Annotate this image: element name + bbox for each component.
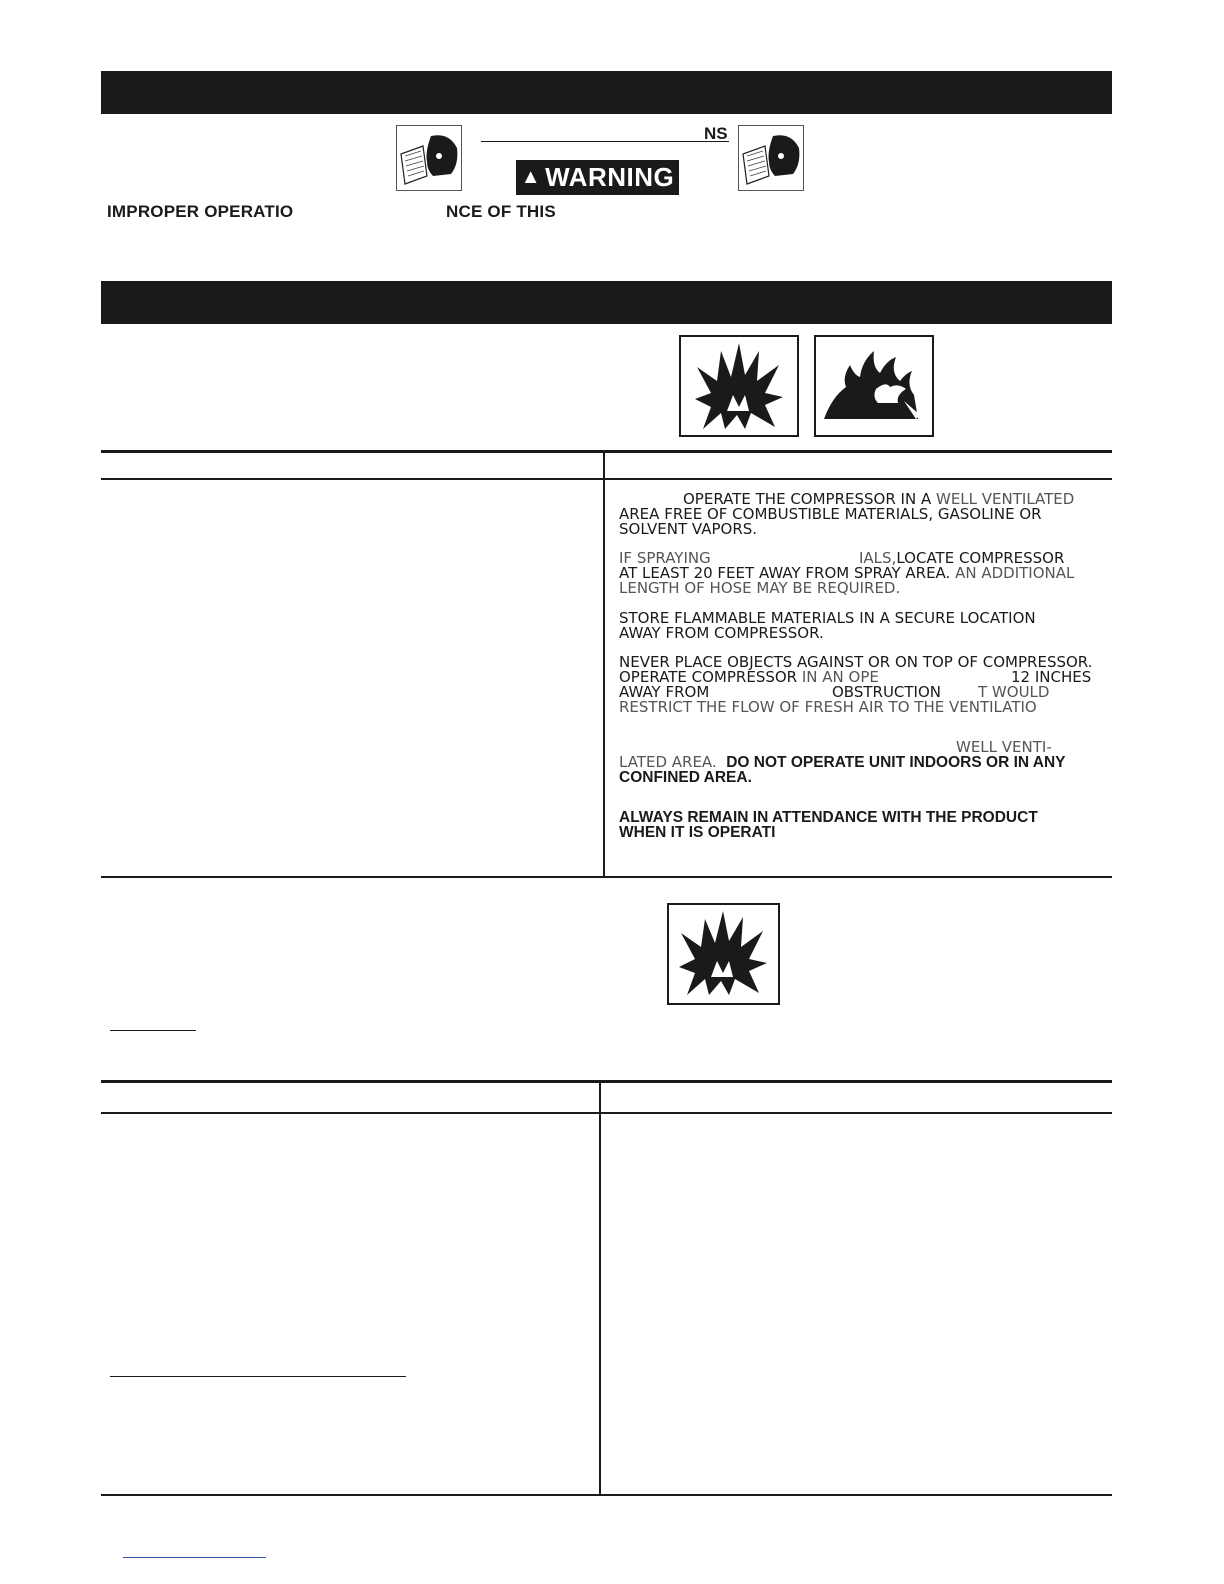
hazard-text-line: IALS,LOCATE COMPRESSOR bbox=[859, 549, 1065, 567]
hazard-text-line: LENGTH OF HOSE MAY BE REQUIRED. bbox=[619, 579, 901, 597]
table-column-divider bbox=[599, 1082, 601, 1496]
explosion-icon bbox=[679, 335, 799, 437]
hazard-text-line: SOLVENT VAPORS. bbox=[619, 520, 758, 538]
hazard-text-line: OBSTRUCTION bbox=[832, 683, 942, 701]
hazard-text-line: LATED AREA. DO NOT OPERATE UNIT INDOORS OR IN ANY bbox=[619, 753, 1066, 771]
hazard-text-line: AWAY FROM bbox=[619, 683, 710, 701]
hazard-text-line: AT LEAST 20 FEET AWAY FROM SPRAY AREA. AN ADDITIONAL bbox=[619, 564, 1075, 582]
hazard-text-line: STORE FLAMMABLE MATERIALS IN A SECURE LOCATION bbox=[619, 609, 1036, 627]
table-rule-bottom bbox=[101, 876, 1112, 878]
explosion-icon bbox=[667, 903, 780, 1005]
read-manual-icon bbox=[396, 125, 462, 191]
table-rule-header bbox=[101, 1112, 1112, 1114]
hazard-text-line: OPERATE THE COMPRESSOR IN A WELL VENTILATED bbox=[683, 490, 1075, 508]
hazard-text-line: WHEN IT IS OPERATI bbox=[619, 824, 776, 841]
hazard-text-line: AREA FREE OF COMBUSTIBLE MATERIALS, GASOLINE OR bbox=[619, 505, 1042, 523]
hazard-text-line: AWAY FROM COMPRESSOR. bbox=[619, 624, 824, 642]
underline-rule bbox=[110, 1376, 406, 1377]
section-header-bar-top bbox=[101, 71, 1112, 114]
footer-link-underline[interactable] bbox=[123, 1557, 266, 1558]
hazard-text-line: CONFINED AREA. bbox=[619, 769, 752, 786]
intro-text-right: NCE OF THIS bbox=[446, 202, 556, 221]
warning-label bbox=[516, 160, 679, 195]
read-manual-icon bbox=[738, 125, 804, 191]
section-header-bar-hazards bbox=[101, 281, 1112, 324]
warning-label-text: WARNING bbox=[545, 162, 675, 192]
fire-icon bbox=[814, 335, 934, 437]
hazard-text-line: 12 INCHES bbox=[1011, 668, 1092, 686]
hazard-text-line: WELL VENTI- bbox=[956, 738, 1052, 756]
table-rule-header bbox=[101, 478, 1112, 480]
table-column-divider bbox=[603, 452, 605, 878]
hazard-text-line: OPERATE COMPRESSOR IN AN OPE bbox=[619, 668, 879, 686]
title-underline bbox=[481, 141, 729, 142]
manual-title-fragment: NS bbox=[704, 124, 728, 143]
hazard-text-line: T WOULD bbox=[978, 683, 1050, 701]
intro-text-left: IMPROPER OPERATIO bbox=[107, 202, 294, 221]
table-rule-top bbox=[101, 1080, 1112, 1083]
warning-triangle-icon: ▲ bbox=[520, 166, 542, 188]
underline-rule bbox=[110, 1030, 196, 1031]
hazard-text-line: RESTRICT THE FLOW OF FRESH AIR TO THE VENTILATIO bbox=[619, 698, 1037, 716]
table-rule-bottom bbox=[101, 1494, 1112, 1496]
hazard-text-line: IF SPRAYING bbox=[619, 549, 711, 567]
table-rule-top bbox=[101, 450, 1112, 453]
hazard-text-line: NEVER PLACE OBJECTS AGAINST OR ON TOP OF COMPRESSOR. bbox=[619, 653, 1093, 671]
hazard-text-line: ALWAYS REMAIN IN ATTENDANCE WITH THE PRODUCT bbox=[619, 809, 1038, 826]
